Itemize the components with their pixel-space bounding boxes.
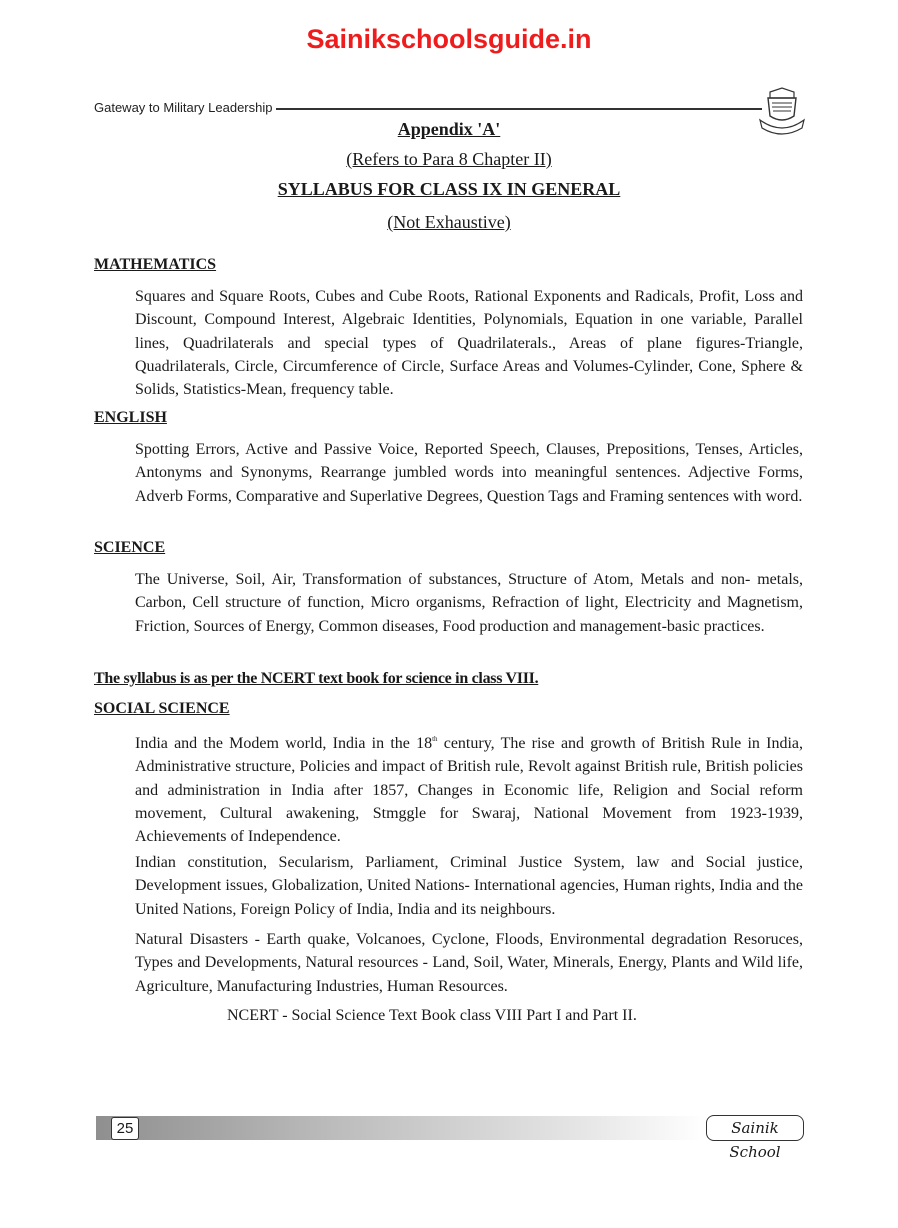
- footer-brand: Sainik School: [706, 1115, 804, 1141]
- running-header: [94, 98, 762, 116]
- footer-bar: [96, 1116, 706, 1140]
- page-number: 25: [111, 1117, 139, 1140]
- english-title: ENGLISH: [94, 409, 167, 426]
- ncert-reference: NCERT - Social Science Text Book class VIII Part I and Part II.: [227, 1007, 637, 1024]
- social-science-title: SOCIAL SCIENCE: [94, 700, 230, 717]
- header-tagline: Gateway to Military Leadership: [94, 99, 273, 115]
- header-rule: [276, 108, 762, 110]
- mathematics-title: MATHEMATICS: [94, 256, 217, 273]
- syllabus-heading: SYLLABUS FOR CLASS IX IN GENERAL: [277, 179, 621, 199]
- mathematics-text: Squares and Square Roots, Cubes and Cube Roots, Rational Exponents and Radicals, Profit, Loss and Discount, Compound Interest, Algebraic Identities, Polynomials, Equation in one variable, Parallel lines, Quadrilaterals and special types of Quadrilaterals., Areas of plane figures-Triangle, Quadrilaterals, Circle, Circumference of Circle, Surface Areas and Volumes-Cylinder, Cone, Sphere & Solids, Statistics-Mean, frequency table.: [135, 288, 803, 399]
- appendix-heading: Appendix 'A': [397, 119, 501, 139]
- refers-heading: (Refers to Para 8 Chapter II): [346, 149, 552, 169]
- not-exhaustive-heading: (Not Exhaustive): [387, 212, 511, 232]
- social-science-para-2: Indian constitution, Secularism, Parliament, Criminal Justice System, law and Social justice, Development issues, Globalization, United Nations- International agencies, Human rights, India and the United Nations, Foreign Policy of India, India and its neighbours.: [135, 854, 803, 918]
- english-text: Spotting Errors, Active and Passive Voice, Reported Speech, Clauses, Prepositions, Tenses, Articles, Antonyms and Synonyms, Rearrange jumbled words into meaningful sentences. Adjective Forms, Adverb Forms, Comparative and Superlative Degrees, Question Tags and Framing sentences with word.: [135, 441, 803, 505]
- social-science-para-3: Natural Disasters - Earth quake, Volcanoes, Cyclone, Floods, Environmental degradation Resoruces, Types and Developments, Natural resources - Land, Soil, Water, Minerals, Energy, Plants and Wild life, Agriculture, Manufacturing Industries, Human Resources.: [135, 931, 803, 995]
- science-title: SCIENCE: [94, 539, 166, 556]
- science-note: The syllabus is as per the NCERT text book for science in class VIII.: [94, 670, 539, 687]
- science-text: The Universe, Soil, Air, Transformation of substances, Structure of Atom, Metals and non- metals, Carbon, Cell structure of function, Micro organisms, Refraction of light, Electricity and Magnetism, Friction, Sources of Energy, Common diseases, Food production and management-basic practices.: [135, 571, 803, 635]
- social-science-para-1: India and the Modem world, India in the 18th century, The rise and growth of British Rule in India, Administrative structure, Policies and impact of British rule, Revolt against British rule, British policies and administration in India after 1857, Changes in Economic life, Religion and Social reform movement, Cultural awakening, Stmggle for Swaraj, National Movement from 1923-1939, Achievements of Independence.: [135, 735, 803, 846]
- site-banner: Sainikschoolsguide.in: [306, 24, 592, 54]
